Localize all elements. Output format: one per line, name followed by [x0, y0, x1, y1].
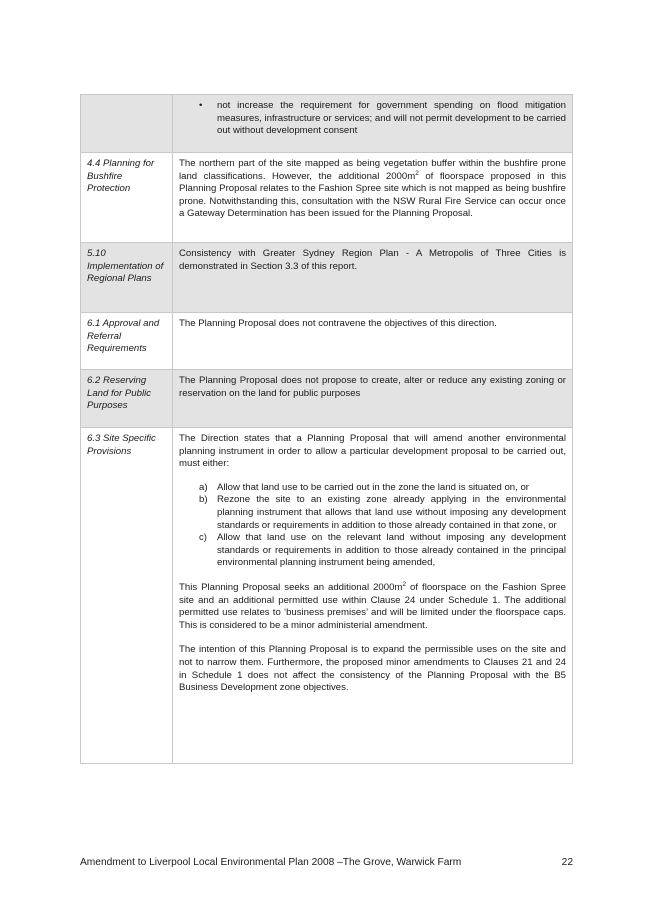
- table-row: [81, 428, 573, 764]
- table-row: [81, 370, 573, 428]
- row-content: [173, 95, 573, 153]
- paragraph: The intention of this Planning Proposal is to expand the permissible uses on the site and not to narrow them. Furthermore, the proposed minor amendments to Clauses 21 and 24 in Schedule 1 does not affect the consistency of the Planning Proposal with the B5 Business Development zone objectives.: [179, 644, 566, 694]
- row-label: 4.4 Planning for Bushfire Protection: [81, 153, 173, 243]
- footer-title: Amendment to Liverpool Local Environmental Plan 2008 –The Grove, Warwick Farm: [80, 857, 462, 868]
- row-label: 6.1 Approval and Referral Requirements: [81, 313, 173, 370]
- paragraph: The Direction states that a Planning Proposal that will amend another environmental planning instrument in order to allow a particular development proposal to be carried out, must either:: [179, 433, 566, 470]
- list-item: • not increase the requirement for government spending on flood mitigation measures, infrastructure or services; and will not permit development to be carried out without development consent: [199, 100, 566, 137]
- table-row: [81, 153, 573, 243]
- bullet-list: [179, 100, 566, 138]
- page-number: 22: [561, 857, 573, 868]
- bullet-icon: •: [199, 100, 203, 111]
- row-content: [173, 428, 573, 764]
- list-item: c) Allow that land use on the relevant land without imposing any development standards or requirements in addition to those already contained in the principal environmental planning instrument being amended,: [199, 532, 566, 569]
- row-content: [173, 153, 573, 243]
- consistency-table: [80, 94, 573, 764]
- row-label: 6.2 Reserving Land for Public Purposes: [81, 370, 173, 428]
- row-label: [81, 95, 173, 153]
- row-label: 5.10 Implementation of Regional Plans: [81, 243, 173, 313]
- row-label: 6.3 Site Specific Provisions: [81, 428, 173, 764]
- table-row: [81, 313, 573, 370]
- paragraph: This Planning Proposal seeks an additional $2000m^2$ of floorspace on the Fashion Spree site and an additional permitted use within Clause 24 under Schedule 1. The additional permitted use relates to ‘business premises’ and will be limited under the floorspace caps. This is considered to be a minor administerial amendment.: [179, 580, 566, 631]
- paragraph: The northern part of the site mapped as being vegetation buffer within the bushfire prone land classifications. However, the additional $2000m^2$ of floorspace proposed in this Planning Proposal relates to the Fashion Spree site which is not mapped as being bushfire prone. Notwithstanding this, consultation with the NSW Rural Fire Service can occur once a Gateway Determination has been issued for the Planning Proposal.: [179, 158, 566, 220]
- list-item: a) Allow that land use to be carried out in the zone the land is situated on, or: [199, 481, 529, 493]
- table-row: [81, 243, 573, 313]
- row-content: The Planning Proposal does not propose to create, alter or reduce any existing zoning or reservation on the land for public purposes: [173, 370, 573, 428]
- page-footer: [80, 857, 573, 868]
- list-item: b) Rezone the site to an existing zone already applying in the environmental planning instrument that allows that land use without imposing any development standards or requirements in addition to those already contained in that zone, or: [199, 494, 566, 531]
- lettered-list: [179, 482, 566, 570]
- row-content: Consistency with Greater Sydney Region Plan - A Metropolis of Three Cities is demonstrated in Section 3.3 of this report.: [173, 243, 573, 313]
- row-content: The Planning Proposal does not contravene the objectives of this direction.: [173, 313, 573, 370]
- table-row: [81, 95, 573, 153]
